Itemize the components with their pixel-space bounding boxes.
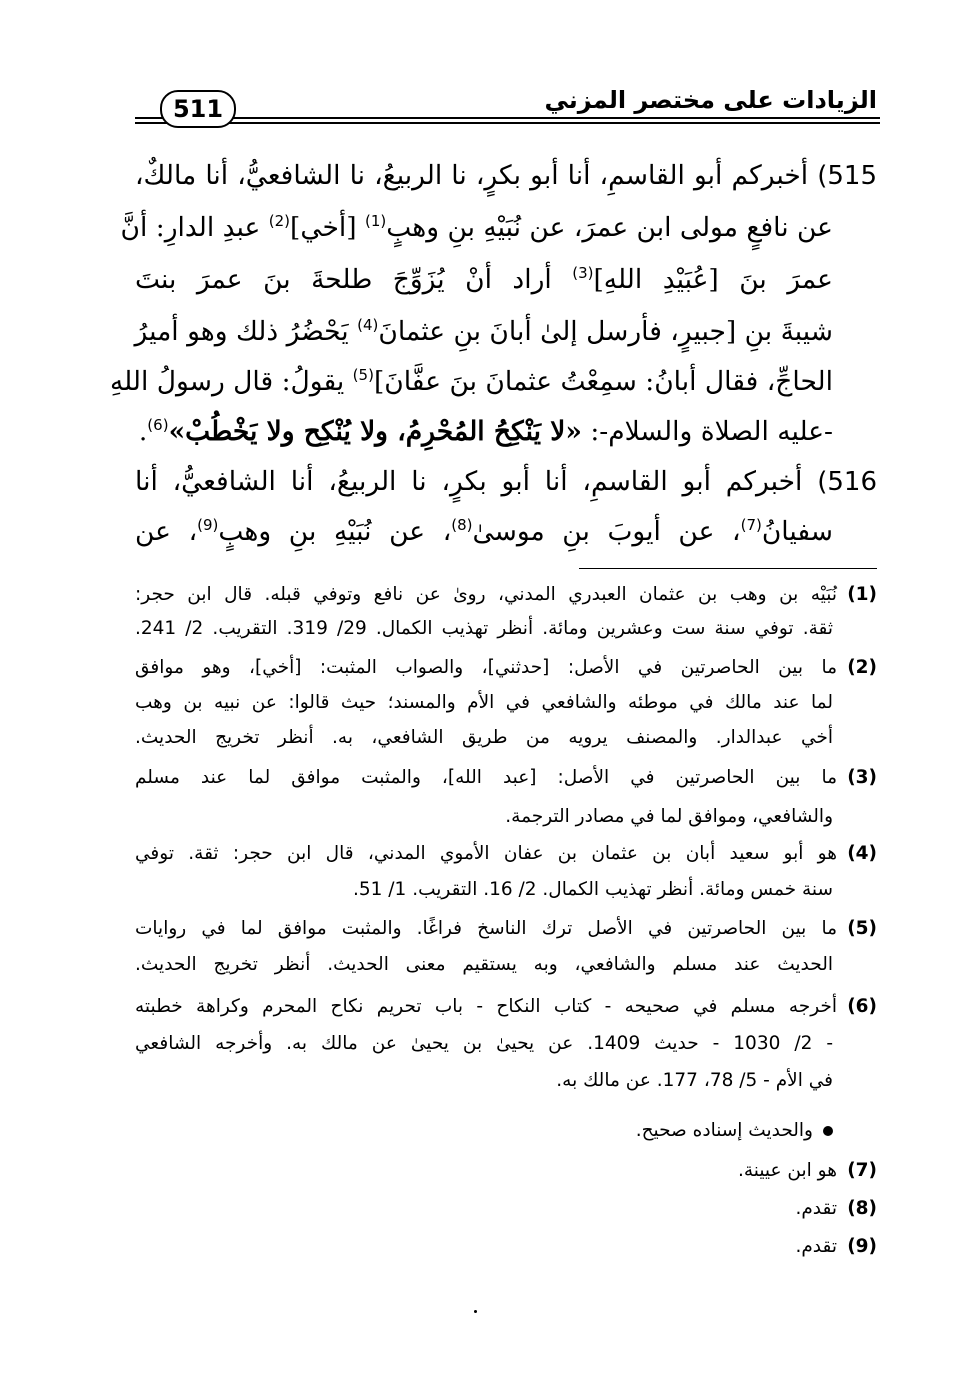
footnote-ref: (8) [451, 516, 473, 535]
footnote-7 [738, 1160, 877, 1181]
footnote-6-cont [135, 1033, 833, 1054]
hadith-text: «لا يَنْكِحُ المُحْرِمُ، ولا يُنْكِح ولا يَخْطُبْ» [168, 416, 582, 447]
footnote-text: في الأم - 5/ 78، 177. عن مالك به. [556, 1070, 833, 1091]
footnote-1 [135, 584, 877, 605]
footnote-4-cont [135, 879, 833, 900]
scan-speck [474, 1310, 477, 1313]
main-line-text: ، عن [135, 516, 198, 547]
footnote-9 [795, 1236, 877, 1257]
footnote-number: (9) [847, 1236, 877, 1257]
hadith-number: 516) [817, 467, 877, 497]
footnote-6 [135, 996, 877, 1017]
footnote-number: (3) [847, 767, 877, 788]
footnote-text: أخرجه مسلم في صحيحه - كتاب النكاح - باب تحريم نكاح المحرم وكراهة خطبته [135, 996, 837, 1017]
footnote-ref: (3) [572, 264, 594, 283]
main-line-1 [135, 160, 877, 191]
footnote-5 [135, 918, 877, 939]
footnote-2-cont [135, 692, 833, 713]
main-line-text: ، عن أيوبَ بنِ موسىٰ [472, 516, 741, 547]
main-line-text: أخبركم أبو القاسمِ، أنا أبو بكرٍ، نا الربيعُ، أنا الشافعيُّ، أنا [135, 466, 818, 497]
main-line-4 [135, 316, 833, 347]
main-line-3 [135, 264, 833, 295]
main-line-text: عن نافعٍ مولى ابن عمرَ، عن نُبَيْهِ بنِ وهبٍ [386, 212, 833, 243]
footnote-text: والشافعي، وموافق لما في مصادر الترجمة. [505, 806, 833, 827]
main-line-text: عبدِ الدارِ: أنَّ [120, 212, 269, 243]
footnote-ref: (4) [357, 316, 379, 335]
footnote-text: تقدم. [795, 1236, 837, 1257]
grading-text: والحديث إسناده صحيح. [635, 1120, 813, 1141]
page-number: 511 [160, 90, 236, 128]
main-line-text: أخبركم أبو القاسمِ، أنا أبو بكرٍ، نا الربيعُ، نا الشافعيُّ، أنا مالكٌ، [135, 160, 818, 191]
footnote-text: هو أبو سعيد أبان بن عثمان بن عفان الأموي المدني، قال ابن حجر: ثقة. توفي [135, 843, 837, 864]
header-rule-bottom [135, 122, 880, 124]
footnote-ref: (5) [352, 366, 374, 385]
footnote-ref: (2) [268, 212, 291, 231]
footnote-4 [135, 843, 877, 864]
footnote-text: تقدم. [795, 1198, 837, 1219]
main-line-text: الحاجِّ، فقال أبانُ: سمِعْتُ عثمانَ بنَ عفَّانَ] [373, 366, 833, 397]
header-rule-top [135, 117, 880, 119]
footnote-text: - 2/ 1030 - حديث 1409. عن يحيىٰ بن يحيىٰ عن مالك به. وأخرجه الشافعي [135, 1033, 834, 1054]
footnote-number: (7) [847, 1160, 877, 1181]
main-line-text: [أخي] [290, 212, 365, 243]
footnote-2 [135, 657, 877, 678]
main-line-text: يَحْضُرُ ذلك وهو أميرُ [134, 316, 358, 347]
main-line-text: شيبةَ بنِ [جبيرٍ، فأرسل إلىٰ أبانَ بنِ عثمانَ [378, 316, 833, 347]
bullet-icon [823, 1126, 833, 1136]
footnote-number: (1) [847, 584, 877, 605]
main-line-7 [135, 466, 877, 497]
footnote-text: هو ابن عيينة. [737, 1160, 837, 1181]
footnote-text: ما بين الحاصرتين في الأصل ترك الناسخ فراغًا. والمثبت موافق لما في روايات [135, 918, 837, 939]
main-line-text: أراد أنْ يُزَوِّجَ طلحةَ بنَ عمرَ بنتَ [135, 264, 573, 295]
footnote-number: (6) [847, 996, 877, 1017]
footnote-text: سنة خمس ومائة. أنظر تهذيب الكمال. 2/ 16. التقريب. 1/ 51. [352, 879, 833, 900]
main-line-text: . [138, 416, 148, 447]
hadith-number: 515) [817, 161, 877, 191]
footnote-text: الحديث عند مسلم والشافعي، وبه يستقيم معنى الحديث. أنظر تخريج الحديث. [135, 954, 833, 975]
footnote-text: لما عند مالك في موطئه والشافعي في الأم والمسند؛ حيث قالوا: عن نبيه بن وهب [135, 692, 833, 713]
main-line-text: ، عن نُبَيْهِ بنِ وهبٍ [218, 516, 452, 547]
footnote-ref: (7) [740, 516, 762, 535]
footnote-5-cont [135, 954, 833, 975]
main-line-text: عمرَ بنَ [عُبَيْدِ اللهِ] [593, 264, 833, 295]
grading-note [636, 1120, 833, 1141]
main-line-5 [109, 366, 833, 397]
footnote-8 [795, 1198, 877, 1219]
running-header-title: الزيادات على مختصر المزني [544, 86, 877, 114]
footnote-text: ما بين الحاصرتين في الأصل: [عبد الله]، والمثبت موافق لما عند مسلم [135, 767, 837, 788]
footnote-ref: (6) [147, 416, 169, 435]
footnote-2-cont [135, 727, 833, 748]
footnote-text: ما بين الحاصرتين في الأصل: [حدثني]، والصواب المثبت: [أخي]، وهو موافق [135, 657, 837, 678]
footnote-text: نُبَيْه بن وهب بن عثمان العبدري المدني، روىٰ عن نافع وتوفي قبله. قال ابن حجر: [135, 584, 837, 605]
footnote-3 [135, 767, 877, 788]
footnote-separator [579, 568, 877, 569]
footnote-ref: (1) [364, 212, 387, 231]
footnote-number: (4) [847, 843, 877, 864]
main-line-8 [135, 516, 833, 547]
main-line-text: يقولُ: قال رسولُ اللهِ [109, 366, 353, 397]
footnote-text: أخي عبدالدار. والمصنف يرويه من طريق الشافعي، به. أنظر تخريج الحديث. [135, 727, 833, 748]
footnote-number: (2) [847, 657, 877, 678]
footnote-number: (8) [847, 1198, 877, 1219]
footnote-ref: (9) [197, 516, 219, 535]
main-line-text: -عليه الصلاة والسلام-: [581, 416, 833, 447]
main-line-text: سفيانُ [761, 516, 833, 547]
footnote-number: (5) [847, 918, 877, 939]
footnote-6-cont [135, 1070, 833, 1091]
footnote-3-cont [135, 806, 833, 827]
footnote-1-cont [135, 618, 833, 639]
main-line-2 [120, 212, 833, 243]
footnote-text: ثقة. توفي سنة ست وعشرين ومائة. أنظر تهذيب الكمال. 29/ 319. التقريب. 2/ 241. [135, 618, 833, 639]
main-line-6 [135, 416, 833, 447]
